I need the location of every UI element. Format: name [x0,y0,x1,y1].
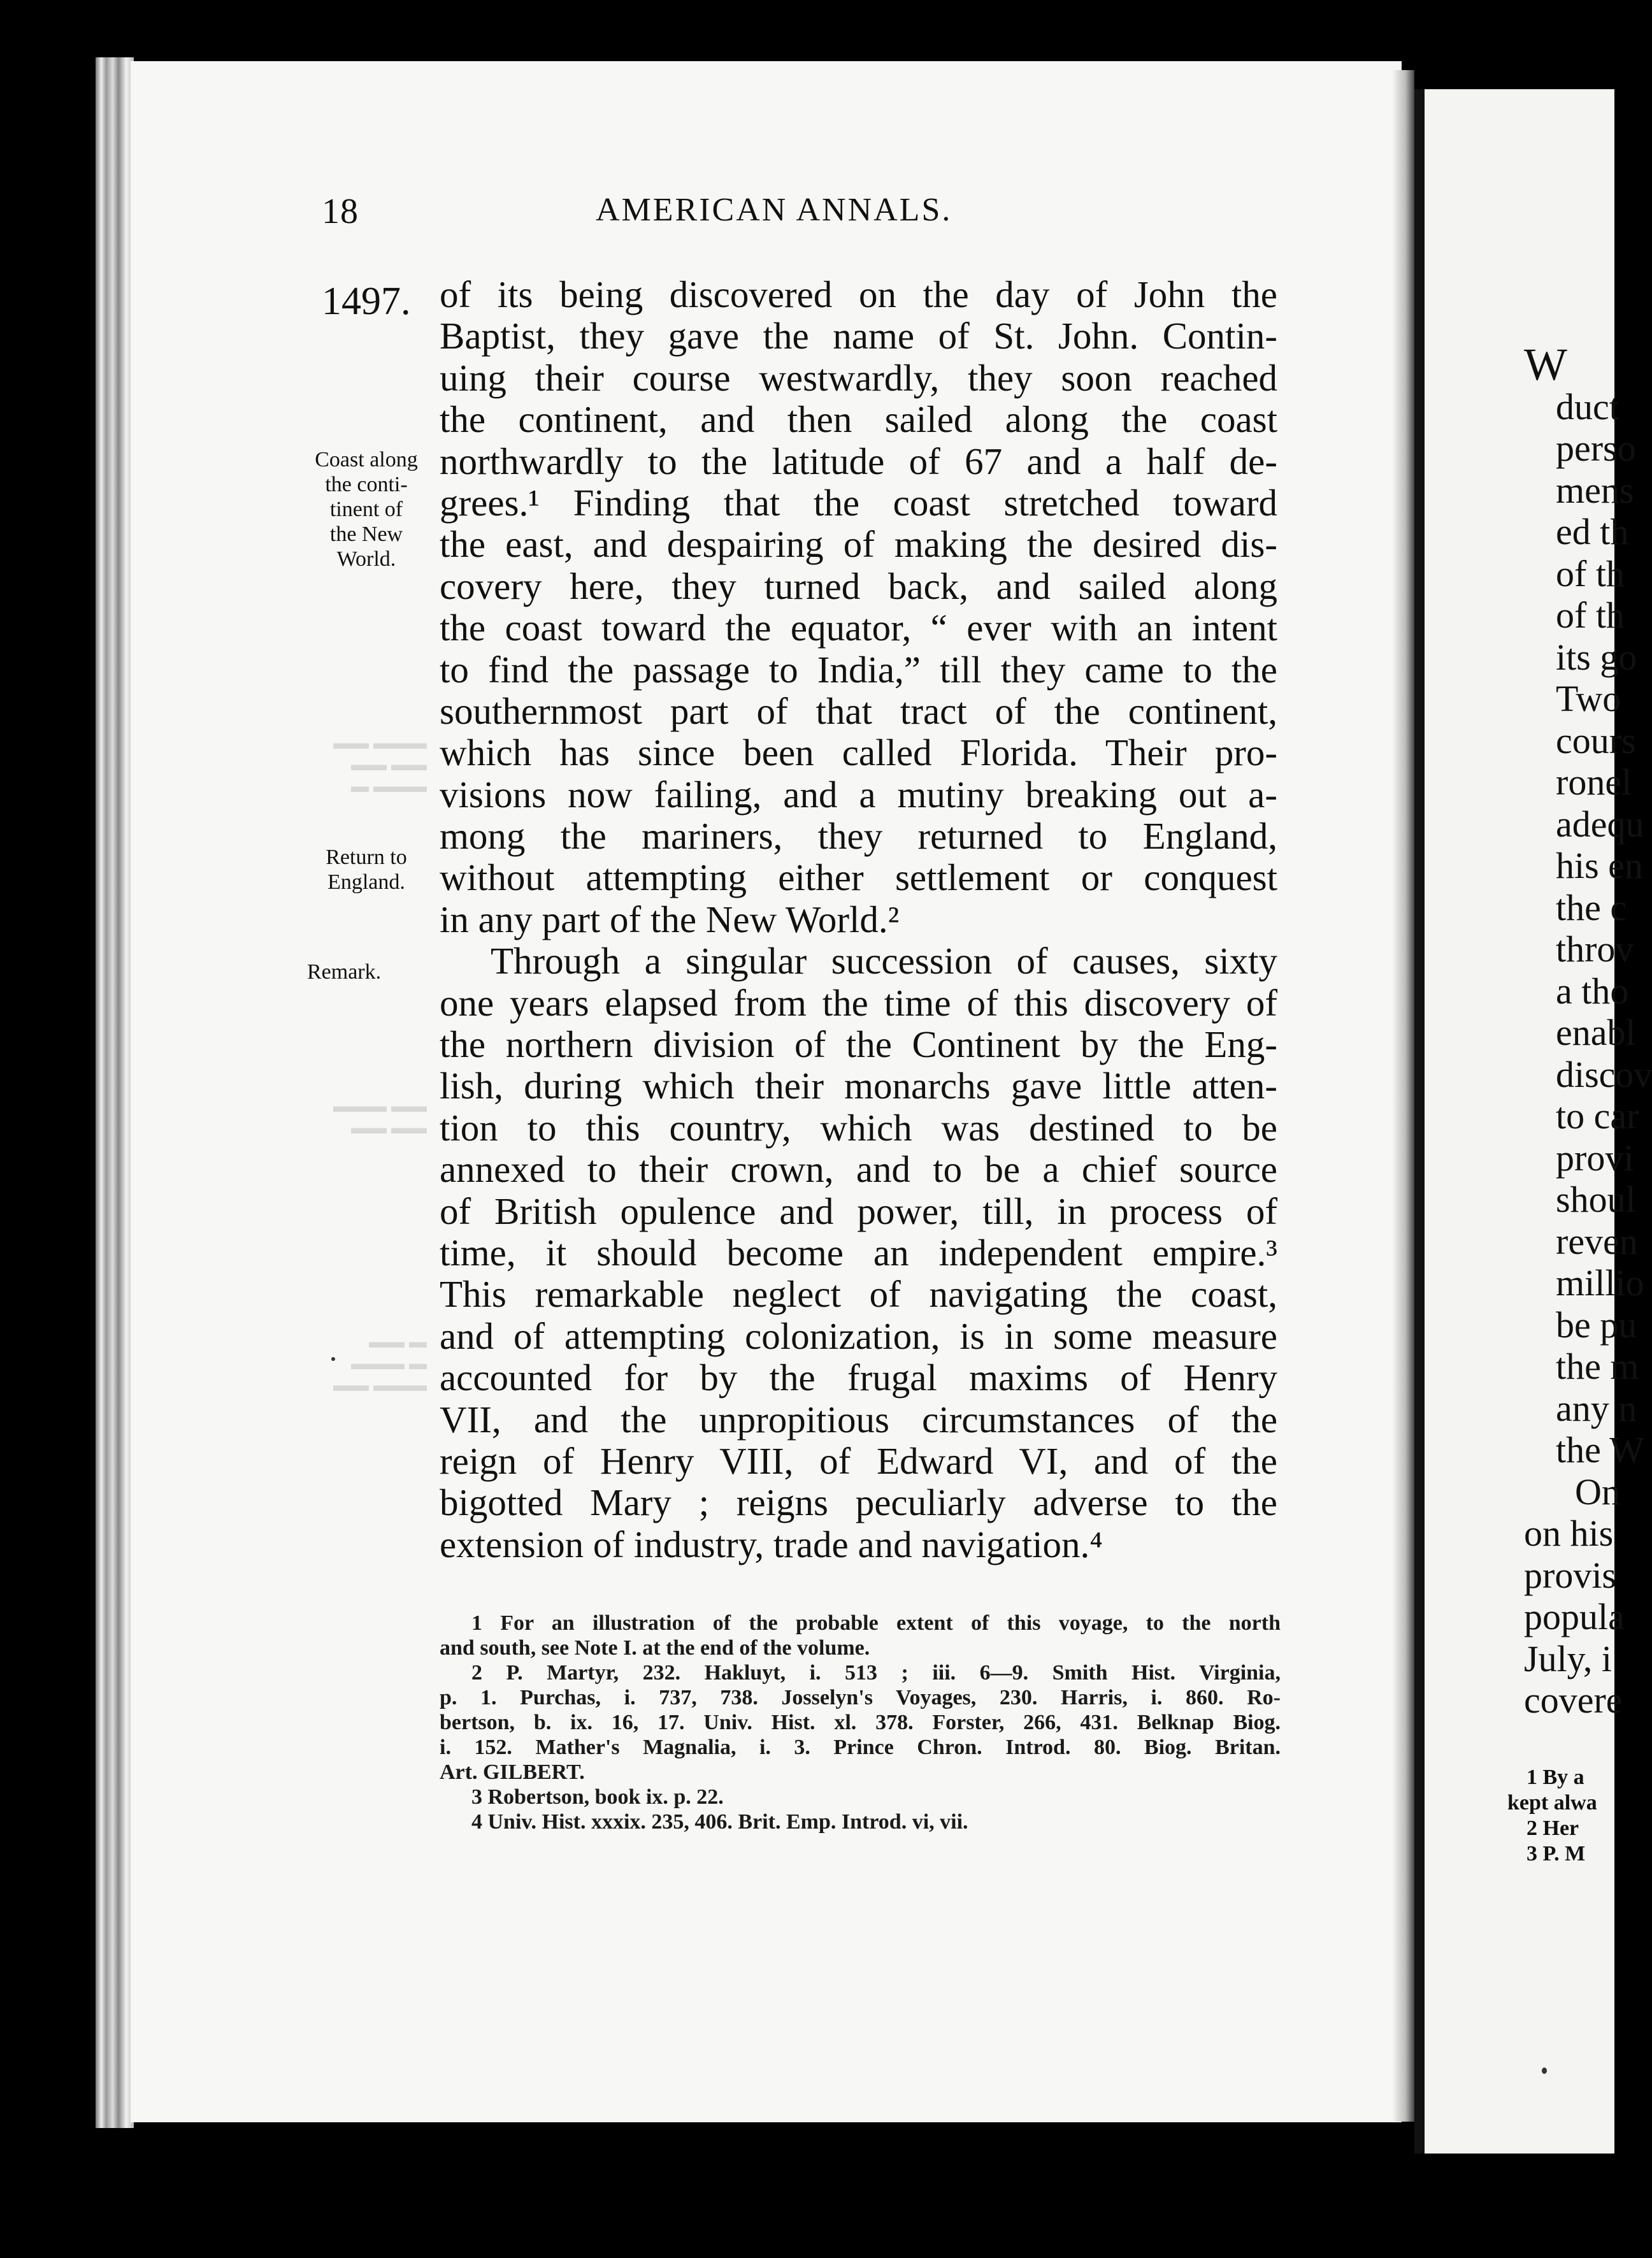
footnote-line: and south, see Note I. at the end of the volume. [440,1636,870,1660]
facing-line: Two [1556,678,1621,719]
year-marginal: 1497. [322,280,411,323]
marginal-note-line: World. [336,547,396,571]
facing-line: W [1524,339,1567,390]
footnote-line: 3 Robertson, book ix. p. 22. [471,1785,724,1809]
text-line: accounted for by the frugal maxims of Henry [440,1356,1277,1399]
facing-line: mens [1556,469,1634,511]
facing-page-footnotes [1507,1765,1597,1867]
facing-line: provis [1524,1554,1616,1596]
facing-line: perso [1556,428,1636,469]
facing-line: cours [1556,719,1636,761]
marginal-note-remark [299,960,441,984]
facing-line: On [1575,1471,1620,1513]
text-line: southernmost part of that tract of the continent, [440,689,1277,732]
footnote-line: Art. GILBERT. [440,1760,585,1784]
show-through: ▬▬ ▬▬▬ ▬▬ ▬▬ ▬ ▬▬▬ [333,733,427,796]
marginal-note-line: Return to [326,845,407,869]
marginal-note-coast [299,447,433,572]
book-block-edge [96,57,134,2128]
facing-line: reven [1556,1220,1638,1262]
text-line: the coast toward the equator, “ ever with an intent [440,607,1277,649]
facing-line: millio [1556,1262,1644,1304]
text-line: the east, and despairing of making the desired dis- [440,523,1277,566]
text-line: visions now failing, and a mutiny breaking out a- [440,773,1277,816]
running-title: AMERICAN ANNALS. [596,192,952,228]
marginal-note-line: Remark. [307,960,382,984]
facing-line: shoul [1556,1179,1636,1220]
show-through: ▬▬ ▬ ▬▬▬ ▬ ▬▬ ▬▬▬ [333,1332,427,1395]
marginal-note-line: England. [327,870,405,894]
facing-line: of th [1556,594,1625,636]
facing-line: the W [1556,1429,1645,1471]
facing-line: throv [1556,928,1634,970]
facing-line: ronel [1556,761,1632,803]
text-line: reign of Henry VIII, of Edward VI, and of the [440,1439,1277,1482]
text-line: northwardly to the latitude of 67 and a half de- [440,440,1277,482]
text-line: Through a singular succession of causes, sixty [491,940,1277,982]
facing-line: enabl [1556,1012,1636,1053]
ink-speck [331,1357,335,1361]
facing-line: the c [1556,886,1627,928]
text-line: of British opulence and power, till, in process of [440,1190,1277,1232]
marginal-note-line: Coast along [315,448,418,471]
text-line: one years elapsed from the time of this discovery of [440,981,1277,1024]
facing-line: of th [1556,552,1625,594]
text-line: This remarkable neglect of navigating the coast, [440,1273,1277,1316]
text-line: grees.¹ Finding that the coast stretched toward [440,481,1277,524]
facing-line: on his [1524,1513,1614,1554]
facing-line: July, i [1524,1637,1612,1679]
facing-footnote-line: kept alwa [1507,1791,1597,1815]
facing-line: any n [1556,1387,1637,1429]
page-gutter [1392,70,1414,2122]
text-line: which has since been called Florida. Their pro- [440,731,1277,774]
facing-footnote-line: 2 Her [1526,1816,1579,1840]
marginal-note-line: the New [329,522,403,546]
text-line: annexed to their crown, and to be a chief source [440,1148,1277,1191]
ink-speck [1542,2067,1547,2074]
text-line: extension of industry, trade and navigation.⁴ [440,1523,1103,1565]
marginal-note-return [299,845,433,895]
facing-line: its go [1556,636,1637,678]
text-line: time, it should become an independent empire.³ [440,1231,1277,1274]
text-line: bigotted Mary ; reigns peculiarly adverse to the [440,1481,1277,1524]
text-line: covery here, they turned back, and sailed along [440,564,1277,607]
text-line: and of attempting colonization, is in some measure [440,1314,1277,1357]
text-line: tion to this country, which was destined to be [440,1106,1277,1149]
footnote-line: 1 For an illustration of the probable extent of this voyage, to the north [471,1611,1281,1635]
text-line: without attempting either settlement or conquest [440,856,1277,899]
marginal-note-line: tinent of [329,498,403,521]
body-text [440,274,1277,1565]
text-line: uing their course westwardly, they soon reached [440,356,1277,399]
footnote-line: p. 1. Purchas, i. 737, 738. Josselyn's Voyages, 230. Harris, i. 860. Ro- [440,1686,1281,1709]
facing-line: ed th [1556,511,1629,552]
text-line: in any part of the New World.² [440,898,900,940]
text-line: lish, during which their monarchs gave little atten- [440,1065,1277,1107]
footnotes [440,1611,1281,1834]
facing-footnote-line: 3 P. M [1526,1842,1586,1866]
text-line: to find the passage to India,” till they came to the [440,648,1277,691]
facing-line: the m [1556,1346,1639,1387]
footnote-line: 4 Univ. Hist. xxxix. 235, 406. Brit. Emp. Introd. vi, vii. [471,1810,968,1834]
facing-page-edge [1414,89,1425,2154]
facing-line: covere [1524,1679,1623,1721]
footnote-line: bertson, b. ix. 16, 17. Univ. Hist. xl. 378. Forster, 266, 431. Belknap Biog. [440,1711,1281,1734]
facing-line: be pu [1556,1304,1637,1346]
footnote-line: 2 P. Martyr, 232. Hakluyt, i. 513 ; iii. 6—9. Smith Hist. Virginia, [471,1661,1281,1685]
facing-line: discov [1556,1053,1652,1095]
facing-line: popula [1524,1596,1625,1637]
text-line: the northern division of the Continent by the Eng- [440,1023,1277,1066]
facing-line: adequ [1556,803,1644,845]
text-line: Baptist, they gave the name of St. John. Contin- [440,315,1277,357]
facing-line: provi [1556,1137,1634,1179]
facing-page-text [1524,339,1652,1722]
marginal-note-line: the conti- [325,473,408,496]
text-line: VII, and the unpropitious circumstances of the [440,1398,1277,1441]
text-line: of its being discovered on the day of John the [440,273,1277,315]
text-line: the continent, and then sailed along the coast [440,398,1277,441]
facing-footnote-line: 1 By a [1526,1765,1584,1789]
text-line: mong the mariners, they returned to England, [440,815,1277,858]
page-number: 18 [322,192,359,231]
facing-line: a tho [1556,970,1629,1012]
facing-line: duct [1556,385,1620,428]
show-through: ▬▬▬ ▬▬ ▬▬ ▬▬ [333,1097,427,1138]
facing-line: to car [1556,1095,1639,1137]
footnote-line: i. 152. Mather's Magnalia, i. 3. Prince Chron. Introd. 80. Biog. Britan. [440,1736,1281,1759]
facing-line: his en [1556,845,1643,886]
